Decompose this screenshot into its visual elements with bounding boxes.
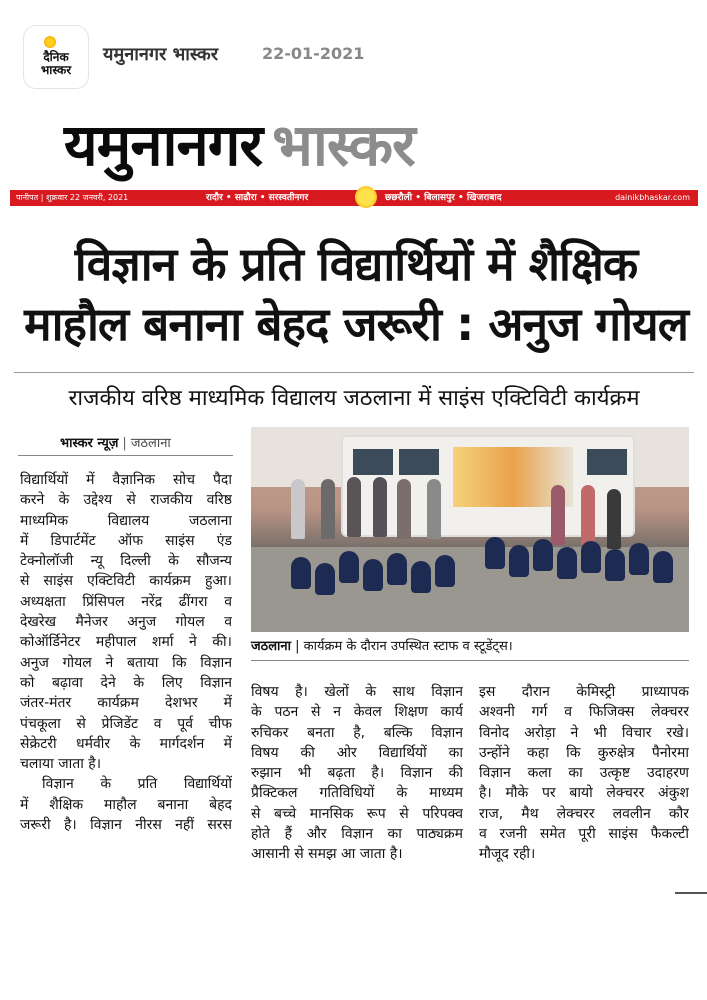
text-line: है। मौके पर बायो लेक्चरर अंकुश (479, 785, 689, 802)
text-line: अनुज गोयल ने बताया कि विज्ञान (20, 654, 232, 671)
masthead-part1: यमुनानगर (64, 111, 263, 179)
text-line: के पठन से न केवल शिक्षण कार्य (251, 704, 463, 721)
text-line: उन्होंने कहा कि कुरुक्षेत्र पैनोरमा (479, 744, 689, 761)
caption-place: जठलाना (251, 639, 291, 654)
text-line: अध्यक्षता प्रिंसिपल नरेंद्र ढींगरा व (20, 593, 232, 610)
text-line: सेक्रेटरी धर्मवीर के मार्गदर्शन में (20, 735, 232, 752)
text-line: रुझान भी बढ़ता है। विज्ञान की (251, 765, 463, 782)
newspaper-masthead (64, 108, 664, 182)
subheadline: राजकीय वरिष्ठ माध्यमिक विद्यालय जठलाना में साइंस एक्टिविटी कार्यक्रम (68, 386, 640, 411)
text-line: से बच्चे मानसिक रूप से परिपक्व (251, 805, 463, 822)
text-line: इस दौरान केमिस्ट्री प्राध्यापक (479, 684, 689, 700)
text-line: में डिपार्टमेंट ऑफ साइंस एंड (20, 532, 232, 549)
byline: भास्कर न्यूज़ | जठलाना (60, 436, 171, 451)
masthead-part2: भास्कर (272, 111, 415, 179)
text-line: को बढ़ावा देने के लिए विज्ञान (20, 674, 232, 691)
text-line: होते हैं और विज्ञान का पाठ्यक्रम (251, 826, 463, 843)
text-line: आसानी से समझ आ जाता है। (251, 846, 403, 863)
text-line: विषय की ओर विद्यार्थियों का (251, 744, 463, 761)
event-photo (251, 427, 689, 632)
article-column-1 (20, 470, 232, 835)
byline-place: जठलाना (130, 436, 171, 451)
headline-line1: विज्ञान के प्रति विद्यार्थियों में शैक्षिक (74, 237, 638, 291)
edition-towns-left: रादौर • साढौरा • सरस्वतीनगर (206, 193, 309, 203)
text-line: से साइंस एक्टिविटी कार्यक्रम हुआ। (20, 573, 232, 590)
text-line: राज, मैथ लेक्चरर लवलीन कौर (479, 805, 689, 822)
article-column-2 (251, 682, 463, 865)
logo-line1: दैनिक (43, 50, 69, 64)
text-line: विनोद अरोड़ा ने भी विचार रखे। (479, 724, 689, 741)
headline-divider (14, 372, 694, 373)
text-line: टेक्नोलॉजी न्यू दिल्ली के सौजन्य (20, 553, 232, 570)
text-line: जरूरी है। विज्ञान नीरस नहीं सरस (20, 817, 232, 834)
text-line: अश्वनी गर्ग व फिजिक्स लेक्चरर (479, 704, 689, 721)
caption-text: कार्यक्रम के दौरान उपस्थित स्टाफ व स्टूडेंट्स। (303, 639, 513, 654)
byline-agency: भास्कर न्यूज़ (60, 436, 119, 451)
dainik-bhaskar-logo[interactable] (24, 26, 88, 88)
photo-caption: जठलाना | कार्यक्रम के दौरान उपस्थित स्टाफ व स्टूडेंट्स। (251, 639, 513, 654)
headline-line2: माहौल बनाना बेहद जरूरी : अनुज गोयल (24, 297, 688, 351)
text-line: माध्यमिक विद्यालय जठलाना (20, 512, 232, 529)
edition-towns-right: छछरौली • बिलासपुर • खिजराबाद (385, 193, 502, 203)
caption-divider (251, 660, 689, 661)
text-line: व रजनी समेत पूरी साइंस फैकल्टी (479, 826, 689, 843)
text-line: मौजूद रही। (479, 846, 536, 863)
text-line: चलाया जाता है। (20, 756, 102, 773)
text-line: विज्ञान कला का उत्कृष्ट उदाहरण (479, 765, 689, 782)
sun-icon (44, 36, 56, 48)
sun-logo-icon (355, 186, 377, 208)
byline-divider (18, 455, 233, 456)
website-text: dainikbhaskar.com (615, 193, 690, 202)
text-line: विषय है। खेलों के साथ विज्ञान (251, 684, 463, 700)
article-column-3 (479, 682, 689, 865)
edition-date-text: पानीपत | शुक्रवार 22 जनवरी, 2021 (16, 193, 129, 202)
text-line: जंतर-मंतर कार्यक्रम देशभर में (20, 695, 232, 712)
publish-date: 22-01-2021 (262, 44, 365, 63)
text-line: में शैक्षिक माहौल बनाना बेहद (20, 796, 232, 813)
text-line: प्रैक्टिकल गतिविधियों के माध्यम (251, 785, 463, 802)
source-header (0, 0, 707, 96)
text-line: कोऑर्डिनेटर महीपाल शर्मा ने की। (20, 634, 232, 651)
text-line: देखरेख मैनेजर अनुज गोयल व (20, 614, 232, 631)
text-line: विद्यार्थियों में वैज्ञानिक सोच पैदा (20, 472, 232, 488)
logo-line2: भास्कर (40, 63, 72, 77)
crop-mark (675, 892, 707, 900)
text-line: विज्ञान के प्रति विद्यार्थियों (42, 776, 232, 793)
text-line: करने के उद्देश्य से राजकीय वरिष्ठ (20, 492, 232, 509)
text-line: पंचकूला से प्रेजिडेंट व पूर्व चीफ (20, 715, 232, 732)
edition-bar (10, 190, 698, 206)
source-name[interactable]: यमुनानगर भास्कर (103, 44, 219, 65)
text-line: रुचिकर बनता है, बल्कि विज्ञान (251, 724, 463, 741)
